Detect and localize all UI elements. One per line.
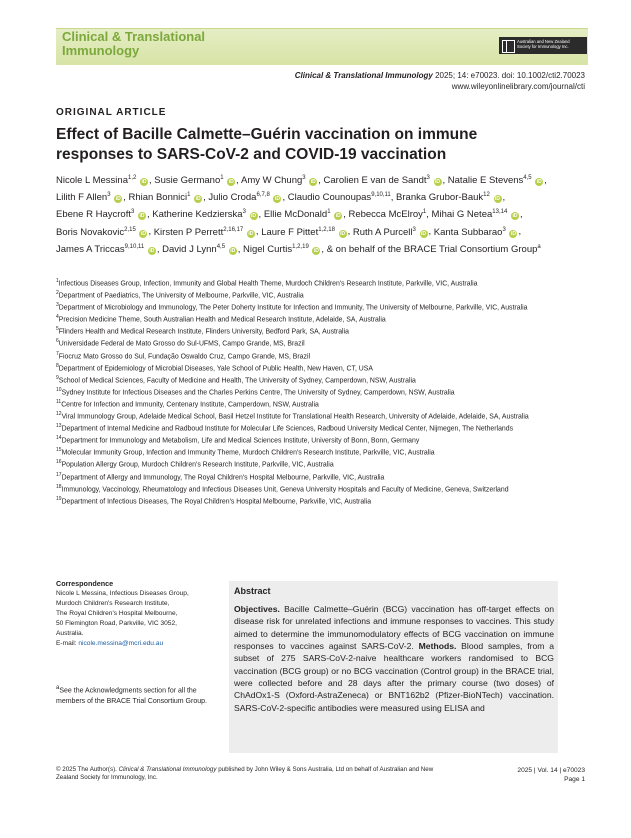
author-affiliation-sup: 1,2,18	[318, 226, 335, 233]
author-name: Susie Germano	[154, 175, 221, 187]
author-name: Ruth A Purcell	[352, 226, 413, 238]
article-type: ORIGINAL ARTICLE	[56, 107, 167, 118]
copyright-journal: Clinical & Translational Immunology	[118, 766, 217, 773]
affiliation	[56, 410, 576, 422]
author-affiliation-sup: 1,2	[127, 175, 137, 181]
affiliation	[56, 386, 576, 398]
journal-name-line1: Clinical & Translational	[62, 29, 206, 44]
copyright-footer	[56, 766, 456, 782]
affiliation-text: Precision Medicine Theme, South Australian Health and Medical Research Institute, Adelaide, SA, Australia	[58, 316, 386, 324]
author	[432, 209, 520, 220]
affiliation-number: 3	[56, 302, 59, 309]
author	[56, 244, 157, 255]
article-title: Effect of Bacille Calmette–Guérin vaccination on immune responses to SARS-CoV-2 and COVID-19 vaccination	[56, 126, 478, 163]
orcid-icon[interactable]: iD	[274, 196, 280, 203]
journal-name	[62, 30, 205, 58]
page-info	[517, 766, 585, 784]
abstract-heading: Abstract	[234, 586, 271, 596]
affiliation	[56, 313, 576, 325]
abstract-box	[229, 581, 558, 753]
author-affiliation-sup: 3	[242, 209, 246, 216]
author-affiliation-sup: 3	[107, 192, 111, 199]
affiliation-text: Department of Epidemiology of Microbial Diseases, Yale School of Public Health, New Haven, CT, USA	[58, 364, 373, 372]
author	[129, 192, 204, 203]
society-logo-icon	[502, 40, 515, 53]
affiliation	[56, 458, 576, 470]
affiliation-number: 13	[56, 423, 62, 430]
affiliation	[56, 337, 576, 349]
affiliation-text: Infectious Diseases Group, Infection, Immunity and Global Health Theme, Murdoch Children's Research Institute, Parkville, VIC, Australia	[58, 280, 478, 288]
author-affiliation-sup: 9,10,11	[371, 192, 391, 199]
affiliation-number: 6	[56, 338, 59, 345]
author	[56, 227, 148, 238]
ack-note-marker: a	[56, 685, 60, 691]
orcid-icon[interactable]: iD	[139, 213, 145, 220]
orcid-icon[interactable]: iD	[313, 247, 319, 254]
author-affiliation-sup: 1,2,19	[292, 243, 309, 250]
author-affiliation-sup: 1	[422, 209, 427, 216]
author	[56, 175, 149, 186]
author	[56, 209, 147, 220]
abstract-body	[234, 603, 554, 714]
orcid-icon[interactable]: iD	[140, 230, 146, 237]
affiliation-number: 14	[56, 435, 62, 442]
author-affiliation-sup: 1	[220, 175, 224, 181]
author-name: Natalie E Stevens	[447, 175, 524, 187]
author-affiliation-sup: 12	[483, 192, 490, 199]
author-affiliation-sup: 3	[426, 175, 430, 181]
orcid-icon[interactable]: iD	[251, 213, 257, 220]
orcid-icon[interactable]: iD	[248, 230, 254, 237]
page-number: Page 1	[564, 776, 585, 783]
correspondence-line: Nicole L Messina, Infectious Diseases Group,	[56, 590, 189, 597]
orcid-icon[interactable]: iD	[435, 179, 440, 186]
author-name: Mihai G Netea	[431, 209, 493, 221]
society-name-line2: Society for Immunology Inc.	[517, 44, 569, 49]
methods-label: Methods.	[418, 641, 457, 652]
citation-line	[295, 71, 585, 80]
author-name: Nicole L Messina	[56, 175, 128, 187]
citation-journal: Clinical & Translational Immunology	[294, 71, 433, 80]
affiliation-text: Immunology, Vaccinology, Rheumatology and Infectious Diseases Unit, Geneva University Hospitals and Faculty of Medicine, Geneva, Switzerland	[61, 485, 509, 493]
author	[324, 175, 443, 186]
correspondence	[56, 579, 226, 649]
correspondence-line: Australia.	[56, 630, 84, 637]
author	[448, 175, 545, 186]
affiliation-number: 19	[56, 495, 62, 502]
author-name: James A Triccas	[56, 243, 125, 255]
author-affiliation-sup: 2,15	[124, 226, 136, 233]
affiliation-text: Universidade Federal de Mato Grosso do Sul-UFMS, Campo Grande, MS, Brazil	[58, 340, 305, 348]
author-name: Carolien E van de Sandt	[323, 175, 427, 187]
affiliation-number: 17	[56, 471, 62, 478]
affiliation-text: Flinders Health and Medical Research Institute, Flinders University, Bedford Park, SA, Australia	[58, 328, 349, 336]
orcid-icon[interactable]: iD	[510, 230, 516, 237]
affiliation-list	[56, 277, 576, 507]
volume-info: 2025 | Vol. 14 | e70023	[517, 767, 585, 774]
orcid-icon[interactable]: iD	[340, 230, 346, 237]
affiliation	[56, 471, 576, 483]
author-affiliation-sup: 4,5	[216, 243, 226, 250]
author	[154, 227, 256, 238]
author-consortium-sup: a	[537, 243, 541, 250]
author	[208, 192, 282, 203]
affiliation-text: School of Medical Sciences, Faculty of Medicine and Health, The University of Sydney, Camperdown, NSW, Australia	[58, 377, 416, 385]
author	[162, 244, 238, 255]
affiliation-number: 7	[56, 350, 59, 357]
affiliation	[56, 325, 576, 337]
affiliation-number: 10	[56, 386, 62, 393]
affiliation-text: Centre for Infection and Immunity, Centenary Institute, Camperdown, NSW, Australia	[61, 401, 319, 409]
author-name: David J Lynn	[162, 243, 217, 255]
orcid-icon[interactable]: iD	[141, 179, 147, 186]
affiliation	[56, 301, 576, 313]
affiliation-number: 2	[56, 290, 59, 297]
affiliation	[56, 362, 576, 374]
journal-url[interactable]: www.wileyonlinelibrary.com/journal/cti	[451, 82, 585, 91]
affiliation	[56, 398, 576, 410]
orcid-icon[interactable]: iD	[195, 196, 201, 203]
affiliation	[56, 483, 576, 495]
author-name: Amy W Chung	[241, 175, 303, 187]
author	[434, 227, 519, 238]
author	[243, 244, 321, 255]
author-affiliation-sup: 3	[302, 175, 306, 181]
author-affiliation-sup: 13,14	[492, 209, 508, 216]
affiliation-text: Department for Immunology and Metabolism, Life and Medical Sciences Institute, University of Bonn, Bonn, Germany	[61, 437, 420, 445]
author-name: Rebecca McElroy	[348, 209, 423, 221]
author-name: Claudio Counoupas	[287, 192, 372, 204]
affiliation-text: Department of Internal Medicine and Radboud Institute for Molecular Life Sciences, Radboud University Medical Center, Nijmegen, The Netherlands	[61, 425, 514, 433]
author	[154, 175, 236, 186]
affiliation-number: 9	[56, 374, 59, 381]
author-name: Branka Grubor-Bauk	[396, 192, 484, 204]
author	[396, 192, 502, 203]
orcid-icon[interactable]: iD	[335, 213, 341, 220]
author	[353, 227, 429, 238]
author-affiliation-sup: 9,10,11	[124, 243, 145, 250]
author-affiliation-sup: 4,5	[523, 175, 532, 181]
affiliation	[56, 350, 576, 362]
author-name: Nigel Curtis	[242, 243, 293, 255]
author-name: Ebene R Haycroft	[56, 209, 131, 221]
affiliation	[56, 374, 576, 386]
author-affiliation-sup: 2,16,17	[223, 226, 244, 233]
affiliation	[56, 446, 576, 458]
author	[264, 209, 343, 220]
affiliation	[56, 434, 576, 446]
journal-name-line2: Immunology	[62, 43, 140, 58]
author-affiliation-sup: 6,7,8	[256, 192, 270, 199]
copyright-prefix: © 2025 The Author(s).	[56, 766, 119, 773]
author	[241, 175, 318, 186]
affiliation-text: Sydney Institute for Infectious Diseases and the Charles Perkins Centre, The University of Sydney, Camperdown, NSW, Australia	[61, 389, 455, 397]
author-affiliation-sup: 3	[502, 226, 506, 233]
orcid-icon[interactable]: iD	[536, 179, 542, 186]
author-name: Ellie McDonald	[263, 209, 328, 221]
affiliation-text: Department of Microbiology and Immunology, The Peter Doherty Institute for Infection and Immunity, The University of Melbourne, Parkville, VIC, Australia	[58, 304, 528, 312]
affiliation-text: Viral Immunology Group, Adelaide Medical School, Basil Hetzel Institute for Translational Health Research, University of Adelaide, Adelaide, SA, Australia	[61, 413, 529, 421]
affiliation-number: 16	[56, 459, 62, 466]
correspondence-heading: Correspondence	[56, 579, 114, 588]
affiliation-text: Department of Allergy and Immunology, The Royal Children's Hospital Melbourne, Parkville, VIC, Australia	[61, 473, 385, 481]
orcid-icon[interactable]: iD	[495, 196, 500, 203]
author-affiliation-sup: 1	[187, 192, 191, 199]
affiliation-number: 4	[56, 314, 59, 321]
objectives-text: Bacille Calmette–Guérin (BCG) vaccination has off-target effects on disease risk for unrelated infections and immune responses to vaccines. This study aimed to determine the immunomodulatory effects of BCG vaccination on immune responses to vaccines against SARS-CoV-2.	[234, 604, 554, 652]
email-link[interactable]: nicole.messina@mcri.edu.au	[78, 640, 164, 647]
author-name: Katherine Kedzierska	[152, 209, 243, 221]
affiliation	[56, 277, 576, 289]
orcid-icon[interactable]: iD	[310, 179, 316, 186]
orcid-icon[interactable]: iD	[228, 179, 234, 186]
orcid-icon[interactable]: iD	[512, 213, 518, 220]
correspondence-line: Murdoch Children's Research Institute,	[56, 600, 170, 607]
author-consortium: & on behalf of the BRACE Trial Consortium Group	[326, 243, 538, 255]
methods-text: Blood samples, from a subset of 275 SARS-CoV-2-naive healthcare workers randomised to BCG vaccination (BCG group) or no BCG vaccination (Control group) in the BRACE trial, were collected before and 28 days after the primary course (two doses) of ChAdOx1-S (Oxford-AstraZeneca) or BNT162b2 (Pfizer-BioNTech) vaccination. SARS-CoV-2-specific antibodies were measured using ELISA and	[234, 641, 555, 713]
email-label: E-mail:	[56, 640, 79, 647]
affiliation-text: Molecular Immunity Group, Infection and Immunity Theme, Murdoch Children's Research Institute, Parkville, VIC, Australia	[61, 449, 435, 457]
acknowledgment-note	[56, 683, 226, 707]
author-name: Laure F Pittet	[261, 226, 319, 238]
affiliation-number: 8	[56, 362, 59, 369]
affiliation-number: 18	[56, 483, 62, 490]
affiliation	[56, 495, 576, 507]
orcid-icon[interactable]: iD	[421, 230, 426, 237]
correspondence-line: The Royal Children's Hospital Melbourne,	[56, 610, 178, 617]
correspondence-line: 50 Flemington Road, Parkville, VIC 3052,	[56, 620, 177, 627]
author-name: Julio Croda	[208, 192, 257, 204]
author-affiliation-sup: 3	[412, 226, 416, 233]
orcid-icon[interactable]: iD	[115, 196, 121, 203]
author-affiliation-sup: 3	[130, 209, 135, 216]
author	[152, 209, 258, 220]
author	[288, 192, 391, 203]
affiliation-number: 11	[56, 398, 62, 405]
author-list: Nicole L Messina$^{1,2}$ iD , Susie Germano$^1$ iD , Amy W Chung$^3$ iD , Carolien E van de Sandt$^3$ iD , Natalie E Stevens$^{4,5}$ iD , Lilith F Allen$^3$ iD , Rhian Bonnici$^1$ iD , Julio Croda$^{6,7,8}$ iD , Claudio Counoupas$^{9,10,11}$, Branka Grubor-Bauk$^{12}$ iD , Ebene R Haycroft$^3$ iD , Katherine Kedzierska$^3$ iD , Ellie McDonald$^1$ iD , Rebecca McElroy$^1$, Mihai G Netea$^{13,14}$ iD , Boris Novakovic$^{2,15}$ iD , Kirsten P Perrett$^{2,16,17}$ iD , Laure F Pittet$^{1,2,18}$ iD , Ruth A Purcell$^3$ iD , Kanta Subbarao$^3$ iD , James A Triccas$^{9,10,11}$ iD , David J Lynn$^{4,5}$ iD , Nigel Curtis$^{1,2,19}$ iD , & on behalf of the BRACE Trial Consortium Group$^a$	[56, 175, 547, 255]
author	[56, 192, 123, 203]
affiliation-number: 15	[56, 447, 62, 454]
society-name-line1: Australian and New Zealand	[517, 39, 570, 44]
affiliation-number: 1	[56, 278, 59, 284]
objectives-label: Objectives.	[234, 604, 280, 614]
author-name: Rhian Bonnici	[128, 192, 188, 204]
affiliation	[56, 422, 576, 434]
author-affiliation-sup: 1	[327, 209, 331, 216]
orcid-icon[interactable]: iD	[149, 247, 155, 254]
affiliation-number: 5	[56, 326, 59, 333]
copyright-suffix: published by John Wiley & Sons Australia, Ltd on behalf of Australian and New Zealand Society for Immunology, Inc.	[56, 766, 434, 781]
author-name: Boris Novakovic	[56, 226, 125, 238]
ack-note-text: See the Acknowledgments section for all the members of the BRACE Trial Consortium Group.	[56, 687, 207, 705]
citation-details: 2025; 14: e70023. doi: 10.1002/cti2.70023	[432, 71, 585, 80]
affiliation-text: Department of Paediatrics, The University of Melbourne, Parkville, VIC, Australia	[58, 292, 304, 300]
author-name: Kanta Subbarao	[433, 226, 503, 238]
affiliation-number: 12	[56, 411, 62, 418]
author-name: Kirsten P Perrett	[153, 226, 224, 238]
author-name: Lilith F Allen	[56, 192, 108, 204]
affiliation	[56, 289, 576, 301]
affiliation-text: Population Allergy Group, Murdoch Children's Research Institute, Parkville, VIC, Australia	[61, 461, 334, 469]
affiliation-text: Fiocruz Mato Grosso do Sul, Fundação Oswaldo Cruz, Campo Grande, MS, Brazil	[58, 352, 311, 360]
affiliation-text: Department of Infectious Diseases, The Royal Children's Hospital Melbourne, Parkville, VIC, Australia	[61, 497, 372, 505]
society-logo	[499, 37, 587, 54]
author	[261, 227, 347, 238]
orcid-icon[interactable]: iD	[230, 247, 236, 254]
author	[348, 209, 426, 220]
